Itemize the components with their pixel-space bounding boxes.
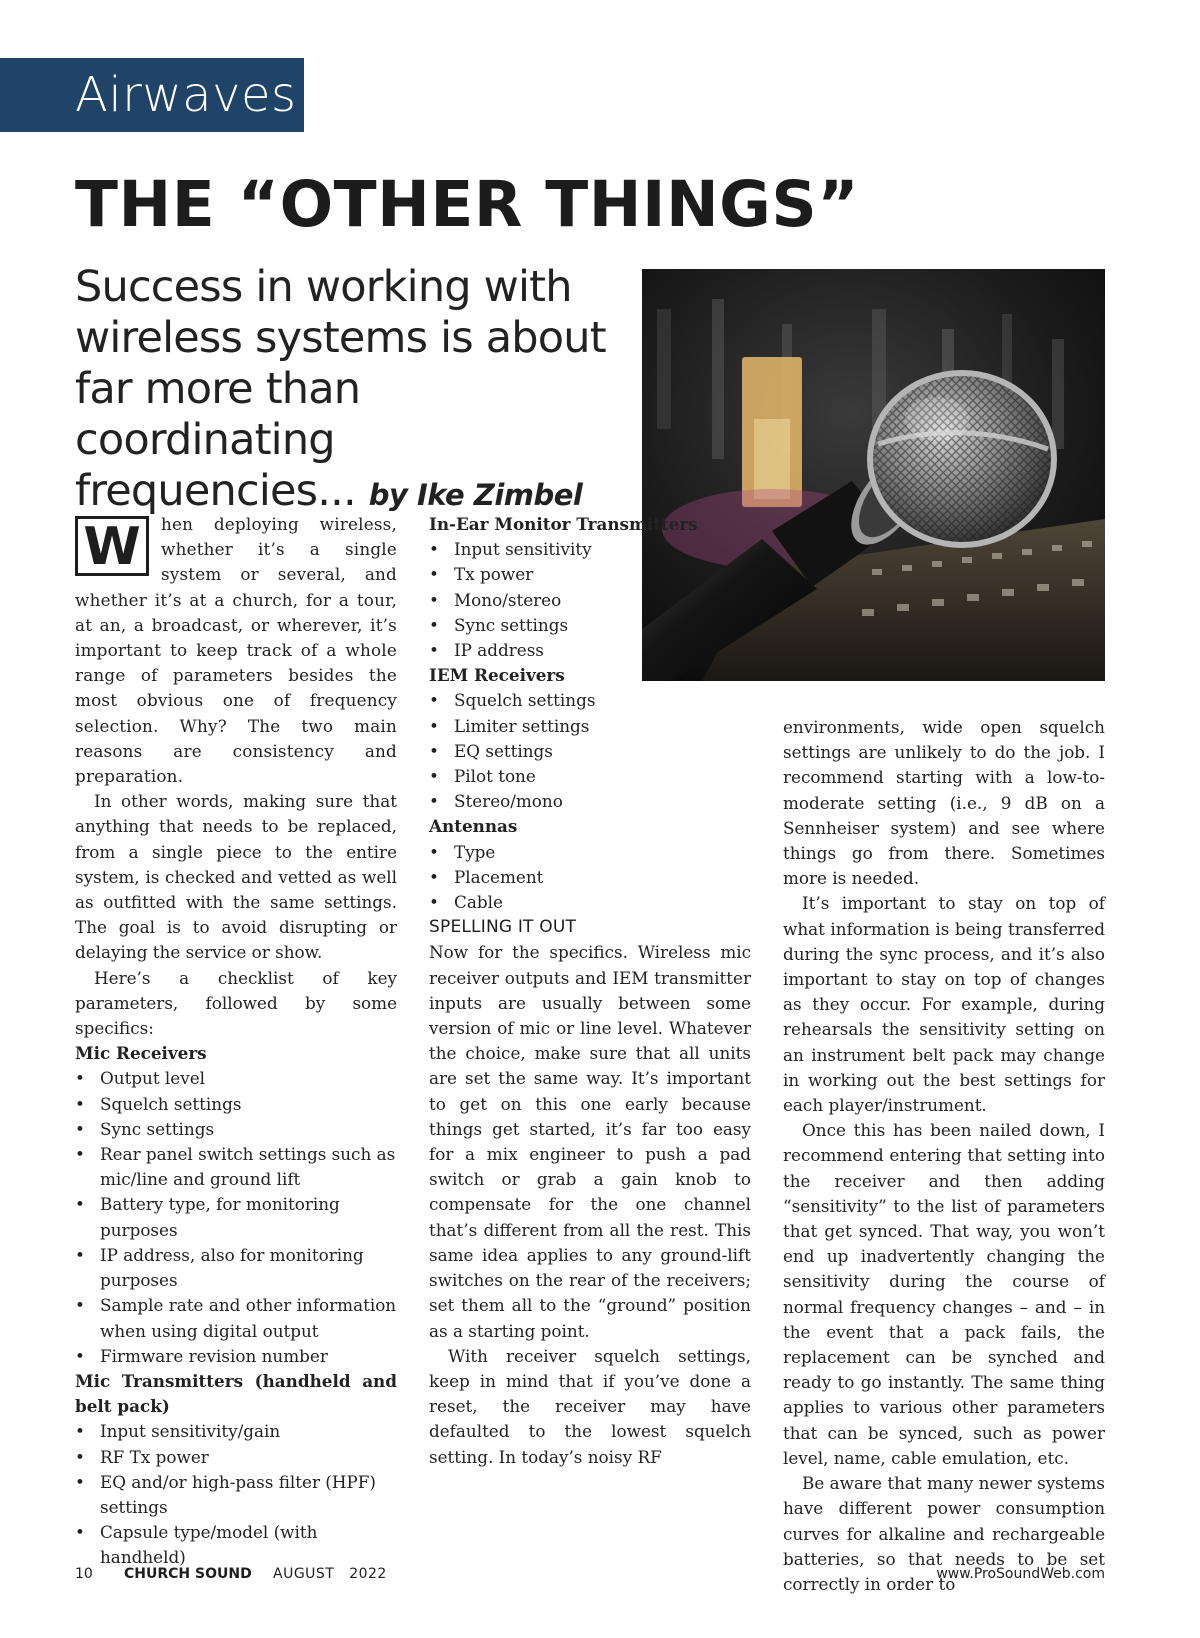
list-item: • Squelch settings — [429, 688, 751, 713]
list-item: • IP address, also for monitoring purposes — [75, 1243, 397, 1293]
list-item: • Mono/stereo — [429, 588, 751, 613]
list-item: • Squelch settings — [75, 1092, 397, 1117]
iem-transmitters-list — [429, 537, 751, 663]
list-item: • Sync settings — [429, 613, 751, 638]
list-heading: Antennas — [429, 816, 518, 837]
deck-text: Success in working with wireless systems is about far more than coordinating frequencies... — [75, 262, 606, 516]
list-heading: Mic Transmitters (handheld and belt pack) — [75, 1370, 397, 1417]
deck — [75, 262, 615, 521]
list-item: • Pilot tone — [429, 764, 751, 789]
mic-receivers-list — [75, 1066, 397, 1368]
paragraph: Now for the specifics. Wireless mic receiver outputs and IEM transmitter inputs are usually between some version of mic or line level. Whatever the choice, make sure that all units are set the same way. It’s important to get on this one early because things get started, it’s far too easy for a mix engineer to push a pad switch or grab a gain knob to compensate for the one channel that’s different from all the rest. This same idea applies to any ground-lift switches on the rear of the receivers; set them all to the “ground” position as a starting point. — [429, 942, 751, 1341]
list-item: • Tx power — [429, 562, 751, 587]
website-url: www.ProSoundWeb.com — [936, 1566, 1105, 1582]
list-heading: IEM Receivers — [429, 665, 565, 686]
list-item: • Cable — [429, 890, 751, 915]
list-item: • Capsule type/model (with handheld) — [75, 1520, 397, 1570]
list-item: • Battery type, for monitoring purposes — [75, 1192, 397, 1242]
list-item: • IP address — [429, 638, 751, 663]
column-1 — [75, 512, 397, 1571]
section-heading: SPELLING IT OUT — [429, 917, 577, 938]
column-3 — [783, 715, 1105, 1597]
issue-date: AUGUST 2022 — [273, 1566, 387, 1582]
headline: THE “OTHER THINGS” — [75, 168, 860, 241]
page-number: 10 — [75, 1566, 93, 1582]
paragraph: It’s important to stay on top of what information is being transferred during the sync process, and it’s also important to stay on top of changes as they occur. For example, during rehearsals the sensitivity setting on an instrument belt pack may change in working out the best settings for each player/instrument. — [783, 893, 1105, 1116]
section-tab — [0, 58, 304, 132]
intro-paragraph: hen deploying wireless, whether it’s a single system or several, and whether it’s at a church, for a tour, at an, a broadcast, or wherever, it’s important to keep track of a whole range of parameters besides the most obvious one of frequency selection. Why? The two main reasons are consistency and preparation. — [75, 514, 397, 787]
drop-cap: W — [75, 516, 149, 576]
page-footer — [75, 1566, 1105, 1590]
list-item: • Rear panel switch settings such as mic/line and ground lift — [75, 1142, 397, 1192]
list-item: • Stereo/mono — [429, 789, 751, 814]
list-item: • Placement — [429, 865, 751, 890]
list-item: • Input sensitivity — [429, 537, 751, 562]
list-item: • EQ and/or high-pass filter (HPF) settings — [75, 1470, 397, 1520]
list-item: • EQ settings — [429, 739, 751, 764]
list-heading: In-Ear Monitor Transmitters — [429, 514, 698, 534]
list-item: • Limiter settings — [429, 714, 751, 739]
list-item: • Sync settings — [75, 1117, 397, 1142]
list-item: • RF Tx power — [75, 1445, 397, 1470]
list-heading: Mic Receivers — [75, 1043, 207, 1064]
section-label: Airwaves — [75, 67, 297, 123]
antennas-list — [429, 840, 751, 916]
byline: by Ike Zimbel — [368, 478, 583, 512]
paragraph: With receiver squelch settings, keep in mind that if you’ve done a reset, the receiver may have defaulted to the lowest squelch setting. In today’s noisy RF — [429, 1345, 751, 1467]
paragraph: Be aware that many newer systems have different power consumption curves for alkaline and rechargeable batteries, so that needs to be set correctly in order to — [783, 1473, 1105, 1594]
paragraph: Here’s a checklist of key parameters, followed by some specifics: — [75, 967, 397, 1039]
mic-transmitters-list — [75, 1419, 397, 1570]
paragraph: In other words, making sure that anything that needs to be replaced, from a single piece to the entire system, is checked and vetted as well as outfitted with the same settings. The goal is to avoid disrupting or delaying the service or show. — [75, 791, 397, 963]
magazine-name: CHURCH SOUND — [124, 1566, 252, 1582]
paragraph: Once this has been nailed down, I recommend entering that setting into the receiver and then adding “sensitivity” to the list of parameters that get synced. That way, you won’t end up inadvertently changing the sensitivity during the course of normal frequency changes – and – in the event that a pack fails, the replacement can be synched and ready to go instantly. The same thing applies to various other parameters that can be synced, such as power level, name, cable emulation, etc. — [783, 1120, 1105, 1468]
iem-receivers-list — [429, 688, 751, 814]
column-2 — [429, 512, 751, 1470]
paragraph: environments, wide open squelch settings are unlikely to do the job. I recommend starting with a low-to-moderate setting (i.e., 9 dB on a Sennheiser system) and see where things go from there. Sometimes more is needed. — [783, 717, 1105, 889]
intro-block — [75, 512, 397, 789]
list-item: • Output level — [75, 1066, 397, 1091]
list-item: • Sample rate and other information when using digital output — [75, 1293, 397, 1343]
list-item: • Type — [429, 840, 751, 865]
list-item: • Input sensitivity/gain — [75, 1419, 397, 1444]
list-item: • Firmware revision number — [75, 1344, 397, 1369]
